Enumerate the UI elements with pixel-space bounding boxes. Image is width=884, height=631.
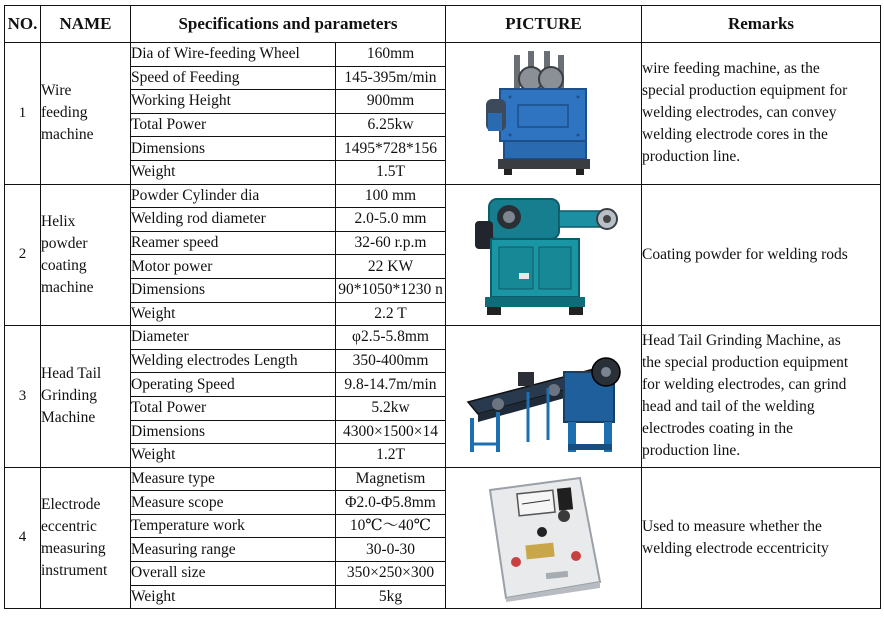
powder-coating-machine-photo	[446, 184, 642, 326]
machine-name-line: Head Tail	[41, 365, 102, 383]
machine-name	[41, 43, 131, 185]
spec-parameter: Reamer speed	[131, 231, 336, 255]
header-name: NAME	[41, 6, 131, 43]
spec-value: 4300×1500×14	[336, 420, 446, 444]
remarks-line: welding electrodes, can convey	[642, 104, 837, 122]
machine-name-line: machine	[41, 278, 94, 296]
equipment-table	[4, 5, 881, 609]
spec-parameter: Speed of Feeding	[131, 66, 336, 90]
spec-value: 30-0-30	[336, 538, 446, 562]
table-row	[5, 43, 881, 67]
spec-parameter: Measure type	[131, 467, 336, 491]
header-picture: PICTURE	[446, 6, 642, 43]
machine-name-line: Machine	[41, 409, 96, 427]
row-number: 1	[5, 43, 41, 185]
row-number: 4	[5, 467, 41, 609]
machine-name-line: Wire	[41, 82, 72, 100]
remarks-line: Coating powder for welding rods	[642, 245, 848, 263]
spec-parameter: Total Power	[131, 113, 336, 137]
spec-parameter: Weight	[131, 160, 336, 184]
wire-feeding-machine-photo	[446, 43, 642, 185]
header-row	[5, 6, 881, 43]
spec-value: 5kg	[336, 585, 446, 609]
spec-parameter: Measuring range	[131, 538, 336, 562]
eccentricity-instrument-photo	[446, 467, 642, 609]
remarks-line: electrodes coating in the	[642, 420, 794, 438]
remarks-line: for welding electrodes, can grind	[642, 376, 847, 394]
spec-value: 1.5T	[336, 160, 446, 184]
remarks-line: welding electrode eccentricity	[642, 539, 829, 557]
remarks	[642, 467, 881, 609]
header-remarks: Remarks	[642, 6, 881, 43]
spec-value: 90*1050*1230 n	[336, 278, 446, 302]
machine-name	[41, 467, 131, 609]
table-row	[5, 326, 881, 350]
spec-parameter: Total Power	[131, 396, 336, 420]
remarks	[642, 43, 881, 185]
row-number: 3	[5, 326, 41, 468]
spec-parameter: Weight	[131, 585, 336, 609]
spec-parameter: Dimensions	[131, 278, 336, 302]
table-row	[5, 184, 881, 208]
spec-sheet	[4, 5, 880, 628]
machine-name-line: Electrode	[41, 495, 101, 513]
machine-name-line: coating	[41, 256, 87, 274]
spec-parameter: Motor power	[131, 255, 336, 279]
header-no: NO.	[5, 6, 41, 43]
spec-value: 22 KW	[336, 255, 446, 279]
remarks	[642, 326, 881, 468]
spec-value: 6.25kw	[336, 113, 446, 137]
remarks	[642, 184, 881, 326]
spec-parameter: Overall size	[131, 562, 336, 586]
spec-parameter: Powder Cylinder dia	[131, 184, 336, 208]
spec-value: 1.2T	[336, 444, 446, 468]
spec-value: Φ2.0-Φ5.8mm	[336, 491, 446, 515]
spec-value: 900mm	[336, 90, 446, 114]
remarks-line: welding electrode cores in the	[642, 126, 828, 144]
machine-name	[41, 326, 131, 468]
spec-parameter: Working Height	[131, 90, 336, 114]
table-row	[5, 467, 881, 491]
spec-value: 100 mm	[336, 184, 446, 208]
spec-value: 350-400mm	[336, 349, 446, 373]
remarks-line: production line.	[642, 148, 741, 166]
spec-parameter: Dia of Wire-feeding Wheel	[131, 43, 336, 67]
machine-name-line: instrument	[41, 561, 108, 579]
spec-value: 5.2kw	[336, 396, 446, 420]
remarks-line: Head Tail Grinding Machine, as	[642, 332, 841, 350]
remarks-line: production line.	[642, 442, 741, 460]
machine-name-line: feeding	[41, 104, 88, 122]
spec-value: 145-395m/min	[336, 66, 446, 90]
spec-parameter: Dimensions	[131, 137, 336, 161]
spec-parameter: Diameter	[131, 326, 336, 350]
remarks-line: special production equipment for	[642, 82, 848, 100]
spec-value: Magnetism	[336, 467, 446, 491]
machine-name	[41, 184, 131, 326]
header-specs: Specifications and parameters	[131, 6, 446, 43]
spec-value: 9.8-14.7m/min	[336, 373, 446, 397]
spec-parameter: Dimensions	[131, 420, 336, 444]
spec-parameter: Temperature work	[131, 514, 336, 538]
machine-name-line: Helix	[41, 212, 76, 230]
remarks-line: Used to measure whether the	[642, 517, 822, 535]
spec-parameter: Weight	[131, 302, 336, 326]
row-number: 2	[5, 184, 41, 326]
machine-name-line: Grinding	[41, 387, 97, 405]
machine-name-line: eccentric	[41, 517, 97, 535]
spec-value: 160mm	[336, 43, 446, 67]
spec-parameter: Welding electrodes Length	[131, 349, 336, 373]
spec-value: 350×250×300	[336, 562, 446, 586]
grinding-machine-photo	[446, 326, 642, 468]
spec-value: 2.0-5.0 mm	[336, 208, 446, 232]
spec-parameter: Weight	[131, 444, 336, 468]
spec-value: φ2.5-5.8mm	[336, 326, 446, 350]
spec-value: 1495*728*156	[336, 137, 446, 161]
remarks-line: head and tail of the welding	[642, 398, 815, 416]
spec-value: 10℃～40℃	[336, 514, 446, 538]
machine-name-line: machine	[41, 126, 94, 144]
spec-value: 32-60 r.p.m	[336, 231, 446, 255]
spec-parameter: Measure scope	[131, 491, 336, 515]
remarks-line: wire feeding machine, as the	[642, 60, 820, 78]
remarks-line: the special production equipment	[642, 354, 849, 372]
spec-value: 2.2 T	[336, 302, 446, 326]
machine-name-line: powder	[41, 234, 88, 252]
spec-parameter: Operating Speed	[131, 373, 336, 397]
spec-parameter: Welding rod diameter	[131, 208, 336, 232]
machine-name-line: measuring	[41, 539, 106, 557]
